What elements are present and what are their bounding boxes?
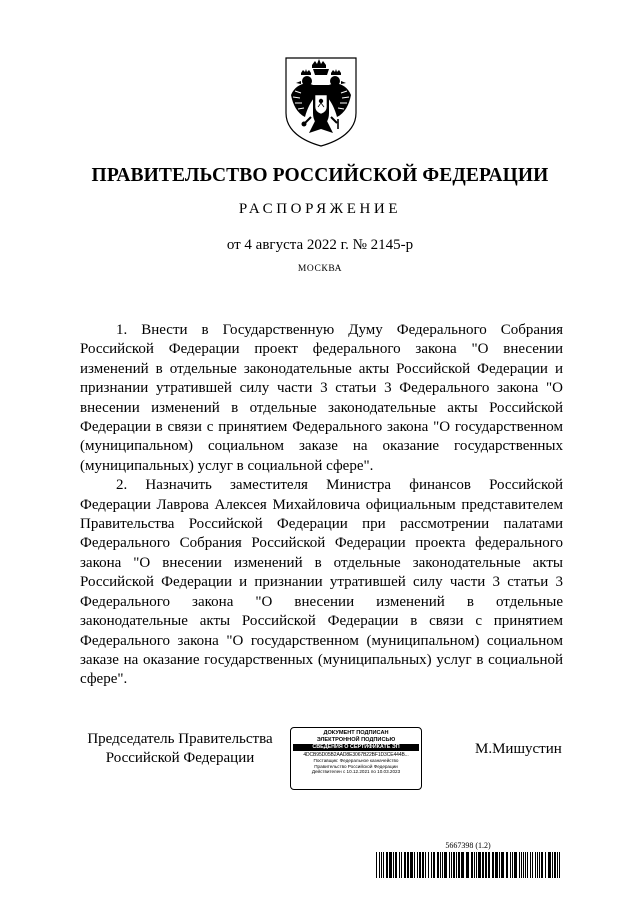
stamp-certificate-header: СВЕДЕНИЯ О СЕРТИФИКАТЕ ЭП	[293, 744, 419, 751]
stamp-line-2: ЭЛЕКТРОННОЙ ПОДПИСЬЮ	[316, 736, 396, 743]
signatory-position-line-2: Российской Федерации	[105, 750, 255, 766]
signatory-position-line-1: Председатель Правительства	[87, 731, 273, 747]
document-body	[80, 321, 563, 690]
stamp-certificate-serial: 4DCB95D05B2AAD8E3067B22BF1D3CE444B...	[303, 751, 409, 758]
stamp-issuer-2: Правительство Российской Федерации	[314, 763, 398, 769]
document-date-number: от 4 августа 2022 г. № 2145-р	[226, 237, 414, 253]
electronic-signature-stamp	[290, 727, 422, 790]
signatory-position	[80, 730, 280, 768]
coat-of-arms-emblem	[283, 55, 359, 148]
barcode-number: 5667398 (1.2)	[445, 841, 491, 850]
stamp-validity: Действителен с 10.12.2021 по 10.03.2023	[311, 769, 401, 775]
paragraph-2: 2. Назначить заместителя Министра финансов Российской Федерации Лаврова Алексея Михайловича официальным представителем Правительства Российской Федерации при рассмотрении палатами Федерального Собрания Российской Федерации проекта федерального закона "О внесении изменений в отдельные законодательные акты Российской Федерации и признании утратившей силу части 3 статьи 3 Федерального закона "О внесении изменений в отдельные законодательные акты Российской Федерации в связи с принятием Федерального закона "О государственном (муниципальном) социальном заказе на оказание государственных (муниципальных) услуг в социальной сфере".	[80, 477, 563, 688]
barcode	[376, 852, 562, 878]
document-city: МОСКВА	[297, 264, 343, 274]
stamp-line-1: ДОКУМЕНТ ПОДПИСАН	[323, 730, 389, 736]
stamp-issuer-1: Поставщик: Федеральное казначейство	[313, 758, 399, 764]
paragraph-1: 1. Внести в Государственную Думу Федерального Собрания Российской Федерации проект федерального закона "О внесении изменений в отдельные законодательные акты Российской Федерации и признании утратившей силу части 3 статьи 3 Федерального закона "О внесении изменений в отдельные законодательные акты Российской Федерации в связи с принятием Федерального закона "О государственном (муниципальном) социальном заказе на оказание государственных (муниципальных) услуг в социальной сфере".	[80, 322, 563, 474]
government-title: ПРАВИТЕЛЬСТВО РОССИЙСКОЙ ФЕДЕРАЦИИ	[91, 165, 549, 186]
document-type: РАСПОРЯЖЕНИЕ	[238, 201, 402, 217]
signatory-name: М.Мишустин	[475, 741, 562, 757]
